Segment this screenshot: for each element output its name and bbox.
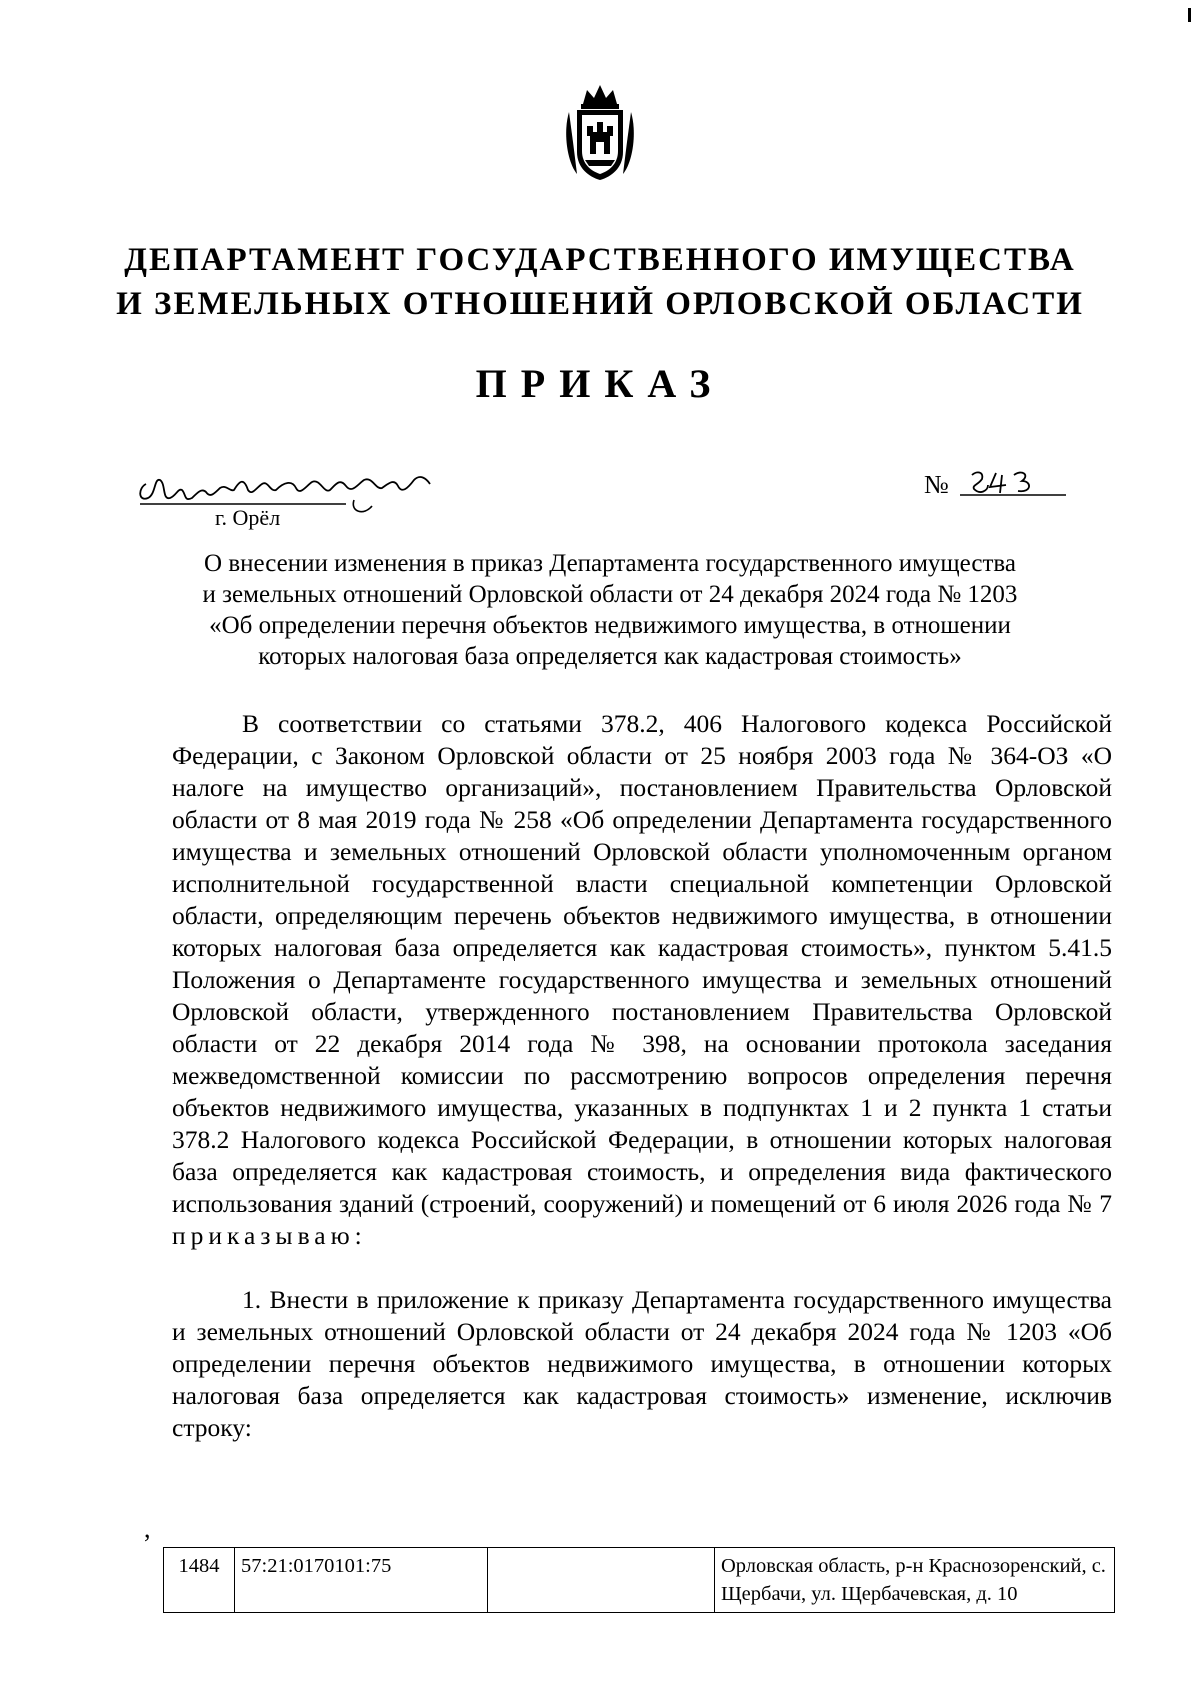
cadastral-number-cell: 57:21:0170101:75 (235, 1548, 488, 1613)
empty-cell (488, 1548, 715, 1613)
number-label: № (924, 470, 949, 499)
preamble-text: В соответствии со статьями 378.2, 406 Налогового кодекса Российской Федерации, с Законом Орловской области от 25 ноября 2003 года № 364-ОЗ «О налоге на имущество организаций», постановлением Правительства Орловской области от 8 мая 2019 года № 258 «Об определении Департамента государственного имущества и земельных отношений Орловской области уполномоченным органом исполнительной государственной власти специальной компетенции Орловской области, определяющим перечень объектов недвижимого имущества, в отношении которых налоговая база определяется как кадастровая стоимость», пунктом 5.41.5 Положения о Департаменте государственного имущества и земельных отношений Орловской области, утвержденного постановлением Правительства Орловской области от 22 декабря 2014 года № 398, на основании протокола заседания межведомственной комиссии по рассмотрению вопросов определения перечня объектов недвижимого имущества, указанных в подпунктах 1 и 2 пункта 1 статьи 378.2 Налогового кодекса Российской Федерации, в отношении которых налоговая база определяется как кадастровая стоимость, и определения вида фактического использования зданий (строений, сооружений) и помещений от 6 июля 2026 года № 7 (172, 709, 1112, 1218)
subject-line: и земельных отношений Орловской области от 24 декабря 2024 года № 1203 (202, 581, 1018, 608)
preamble-paragraph (172, 708, 1112, 1252)
coat-of-arms-emblem (565, 82, 635, 182)
order-word: приказываю: (172, 1221, 367, 1250)
document-type-title: ПРИКАЗ (475, 361, 725, 406)
department-title (100, 238, 1100, 326)
handwritten-date-signature (136, 466, 456, 518)
subject-line: которых налоговая база определяется как кадастровая стоимость» (258, 643, 962, 670)
subject-line: О внесении изменения в приказ Департамента государственного имущества (204, 550, 1016, 577)
department-title-line1: ДЕПАРТАМЕНТ ГОСУДАРСТВЕННОГО ИМУЩЕСТВА (124, 242, 1076, 278)
address-cell: Орловская область, р-н Краснозоренский, с. Щербачи, ул. Щербачевская, д. 10 (715, 1548, 1115, 1613)
point-1-paragraph: 1. Внести в приложение к приказу Департамента государственного имущества и земельных отношений Орловской области от 24 декабря 2024 года № 1203 «Об определении перечня объектов недвижимого имущества, в отношении которых налоговая база определяется как кадастровая стоимость» изменение, исключив строку: (172, 1285, 1112, 1442)
city-label: г. Орёл (215, 505, 281, 530)
order-body (172, 708, 1112, 1444)
scan-mark (1188, 8, 1191, 22)
order-subject (160, 548, 1060, 672)
subject-line: «Об определении перечня объектов недвижимого имущества, в отношении (209, 612, 1011, 639)
stray-mark: , (144, 1514, 151, 1543)
table-row (164, 1548, 1115, 1613)
handwritten-number (958, 463, 1068, 503)
department-title-line2: И ЗЕМЕЛЬНЫХ ОТНОШЕНИЙ ОРЛОВСКОЙ ОБЛАСТИ (116, 286, 1084, 322)
excluded-row-table (163, 1547, 1115, 1613)
row-number-cell: 1484 (164, 1548, 235, 1613)
